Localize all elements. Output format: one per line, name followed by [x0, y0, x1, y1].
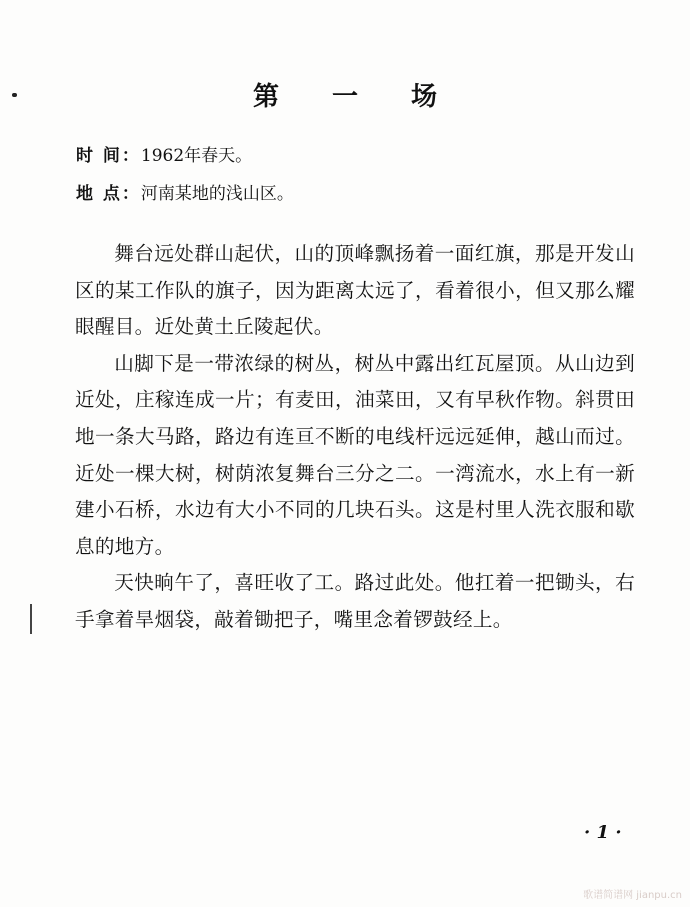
page-number: · 1 ·	[584, 822, 622, 843]
place-label: 地 点：	[76, 184, 141, 204]
time-value: 1962年春天。	[140, 146, 253, 166]
stage-directions	[75, 236, 635, 639]
place-line	[76, 184, 294, 204]
paragraph: 舞台远处群山起伏，山的顶峰飘扬着一面红旗，那是开发山区的某工作队的旗子，因为距离太远了，看着很小，但又那么耀眼醒目。近处黄土丘陵起伏。	[75, 242, 635, 339]
paragraph: 天快晌午了，喜旺收了工。路过此处。他扛着一把锄头，右手拿着旱烟袋，敲着锄把子，嘴里念着锣鼓经上。	[75, 571, 635, 631]
watermark: 歌谱简谱网 jianpu.cn	[583, 890, 682, 901]
paragraph: 山脚下是一带浓绿的树丛，树丛中露出红瓦屋顶。从山边到近处，庄稼连成一片；有麦田，油菜田，又有早秋作物。斜贯田地一条大马路，路边有连亘不断的电线杆远远延伸，越山而过。近处一棵大树，树荫浓复舞台三分之二。一湾流水，水上有一新建小石桥，水边有大小不同的几块石头。这是村里人洗衣服和歇息的地方。	[75, 351, 635, 558]
scan-speck	[30, 604, 32, 634]
place-value: 河南某地的浅山区。	[140, 184, 294, 204]
time-line	[76, 146, 252, 166]
scene-title: 第 一 场	[252, 82, 460, 112]
time-label: 时 间：	[76, 146, 141, 166]
